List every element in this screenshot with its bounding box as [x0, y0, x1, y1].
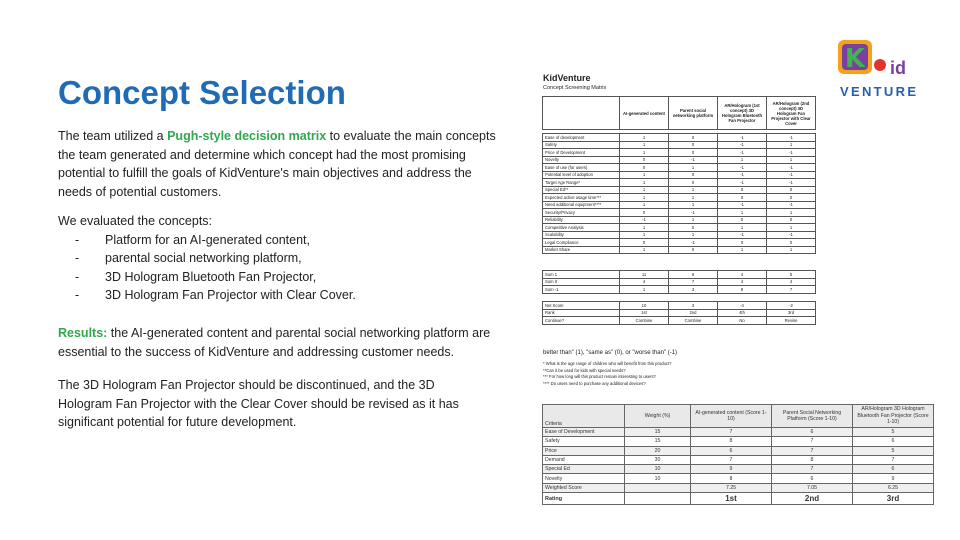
matrix-cell: -1 [767, 171, 816, 179]
kidventure-logo [836, 38, 920, 100]
matrix-row-label: Sum 1 [543, 271, 620, 279]
matrix-results-table [542, 301, 816, 325]
weighted-cell: 8 [772, 455, 853, 464]
matrix-cell: 2nd [669, 309, 718, 317]
matrix-cell: 1 [620, 171, 669, 179]
matrix-cell: 0 [718, 186, 767, 194]
weighted-row [543, 474, 934, 483]
matrix-cell: 1 [620, 149, 669, 157]
weighted-cell: 5 [853, 446, 934, 455]
matrix-row [543, 224, 816, 232]
matrix-cell: 1 [767, 156, 816, 164]
conclusion-paragraph: The 3D Hologram Fan Projector should be discontinued, and the 3D Hologram Fan Projector with the Clear Cover should be revised as it has significant potential for future development. [58, 378, 459, 429]
weighted-col-header: Parent Social Networking Platform (Score 1-10) [772, 405, 853, 428]
matrix-row-label: Sum 0 [543, 278, 620, 286]
matrix-row [543, 317, 816, 325]
weighted-col-header: AI-generated content (Score 1-10) [691, 405, 772, 428]
matrix-cell: 0 [669, 134, 718, 142]
matrix-row [543, 231, 816, 239]
matrix-row-label: Potential level of adoption [543, 171, 620, 179]
matrix-cell: 6 [669, 271, 718, 279]
matrix-row [543, 134, 816, 142]
results-paragraph [58, 324, 513, 361]
matrix-cell: -1 [718, 179, 767, 187]
matrix-row [543, 156, 816, 164]
matrix-row-label: Expected active usage time*** [543, 194, 620, 202]
weighted-criterion: Safety [543, 437, 625, 446]
rating-value: 3rd [853, 493, 934, 505]
matrix-cell: 3 [669, 286, 718, 294]
concepts-block [58, 212, 508, 305]
matrix-cell: Combine [669, 317, 718, 325]
matrix-cell: 0 [767, 194, 816, 202]
weighted-score-value: 7.05 [772, 483, 853, 492]
concept-list [58, 231, 508, 305]
matrix-cell: 4 [718, 271, 767, 279]
matrix-row [543, 271, 816, 279]
matrix-cell: 0 [718, 216, 767, 224]
weighted-cell: 6 [772, 428, 853, 437]
matrix-note: *** For how long will this product remain interesting to users? [543, 374, 656, 380]
weighted-header-row [543, 405, 934, 428]
matrix-row [543, 278, 816, 286]
matrix-row-label: Reliability [543, 216, 620, 224]
logo-id-text: id [890, 58, 906, 78]
concepts-heading: We evaluated the concepts: [58, 214, 213, 228]
matrix-row [543, 209, 816, 217]
matrix-cell: -1 [718, 171, 767, 179]
matrix-cell: 0 [718, 239, 767, 247]
matrix-row-label: Rank [543, 309, 620, 317]
matrix-row-label: Continue? [543, 317, 620, 325]
matrix-notes [543, 361, 671, 387]
matrix-note: **** Do users need to purchase any additional devices? [543, 380, 646, 386]
rating-value: 1st [691, 493, 772, 505]
logo-dot [874, 59, 886, 71]
matrix-col-header: AI-generated content [620, 97, 669, 130]
matrix-note: **Can it be used for kids with special needs? [543, 367, 626, 373]
concept-item: - parental social networking platform, [58, 249, 508, 268]
matrix-cell: No [718, 317, 767, 325]
matrix-cell: 0 [669, 179, 718, 187]
matrix-row-label: Competitive Analysis [543, 224, 620, 232]
weighted-cell: 15 [625, 437, 691, 446]
weighted-score-table [542, 404, 934, 505]
weighted-criterion: Demand [543, 455, 625, 464]
matrix-cell: 1 [620, 224, 669, 232]
matrix-row [543, 171, 816, 179]
matrix-cell: 1 [620, 246, 669, 254]
matrix-cell: -4 [718, 302, 767, 310]
matrix-col-header: AR/Hologram (2nd concept) 3D Hologram Fan Projector with Clear Cover [767, 97, 816, 130]
matrix-legend: better than" (1), "same as" (0), or "worse than" (-1) [543, 350, 678, 356]
matrix-cell: 0 [669, 171, 718, 179]
matrix-cell: 1 [767, 209, 816, 217]
matrix-cell: 0 [767, 239, 816, 247]
matrix-row [543, 194, 816, 202]
matrix-cell: 1 [669, 231, 718, 239]
matrix-cell: 0 [767, 216, 816, 224]
intro-paragraph [58, 127, 508, 201]
matrix-cell: 0 [620, 239, 669, 247]
weighted-cell: 7 [772, 465, 853, 474]
matrix-cell: 1 [718, 156, 767, 164]
matrix-row [543, 186, 816, 194]
weighted-col-header: Criteria [543, 405, 625, 428]
matrix-cell: 0 [669, 246, 718, 254]
rating-row [543, 493, 934, 505]
matrix-cell: -1 [669, 156, 718, 164]
weighted-criterion: Special Ed [543, 465, 625, 474]
matrix-cell: 0 [669, 149, 718, 157]
matrix-cell: 1 [767, 224, 816, 232]
weighted-col-header: Weight (%) [625, 405, 691, 428]
logo-k-letter: K [844, 44, 866, 74]
matrix-note: * What is the age range of children who will benefit from this product? [543, 361, 672, 366]
weighted-score-value: 6.25 [853, 483, 934, 492]
matrix-subtitle: Concept Screening Matrix [543, 85, 607, 91]
matrix-row [543, 302, 816, 310]
matrix-row-label: Novelty [543, 156, 620, 164]
weighted-score-row [543, 483, 934, 492]
matrix-cell: 3rd [767, 309, 816, 317]
results-text: the AI-generated content and parental social networking platform are essential to the success of KidVenture and addressing customer needs. [58, 326, 491, 359]
weighted-cell: 30 [625, 455, 691, 464]
matrix-row-label: Target Age Range* [543, 179, 620, 187]
weighted-criterion: Price [543, 446, 625, 455]
matrix-cell: 1 [669, 201, 718, 209]
matrix-row [543, 239, 816, 247]
weighted-cell: 6 [853, 437, 934, 446]
results-label: Results: [58, 326, 108, 340]
matrix-row-label: Security/Privacy [543, 209, 620, 217]
matrix-cell: 1 [718, 246, 767, 254]
matrix-cell: 0 [620, 164, 669, 172]
matrix-cell: 0 [669, 224, 718, 232]
weighted-cell: 8 [691, 474, 772, 483]
weighted-cell: 5 [853, 428, 934, 437]
rating-label: Rating [543, 493, 625, 505]
matrix-cell: -2 [767, 302, 816, 310]
weighted-criterion: Novelty [543, 474, 625, 483]
matrix-cell: -1 [718, 231, 767, 239]
matrix-cell: 7 [669, 278, 718, 286]
weighted-row [543, 437, 934, 446]
matrix-cell: 0 [767, 186, 816, 194]
weighted-row [543, 465, 934, 474]
weighted-row [543, 455, 934, 464]
logo-venture-text: VENTURE [840, 84, 916, 99]
matrix-cell: -1 [718, 164, 767, 172]
matrix-row-label: Ease of use (for users) [543, 164, 620, 172]
matrix-row-label: Sum -1 [543, 286, 620, 294]
matrix-cell: -1 [767, 179, 816, 187]
matrix-sums-table [542, 270, 816, 294]
weighted-cell: 10 [625, 474, 691, 483]
matrix-cell: -1 [767, 201, 816, 209]
matrix-cell: 4th [718, 309, 767, 317]
matrix-cell: 1 [620, 134, 669, 142]
matrix-cell: 1 [669, 164, 718, 172]
matrix-cell: 4 [767, 278, 816, 286]
matrix-criteria-table [542, 133, 816, 254]
matrix-row [543, 141, 816, 149]
matrix-row-label: Safety [543, 141, 620, 149]
concept-item: - Platform for an AI-generated content, [58, 231, 508, 250]
weighted-row [543, 446, 934, 455]
weighted-score-value: 7.25 [691, 483, 772, 492]
weighted-cell: 7 [772, 446, 853, 455]
weighted-cell: 7 [691, 428, 772, 437]
matrix-row-label: Need additional equipment**** [543, 201, 620, 209]
matrix-col-header: Parent social networking platform [669, 97, 718, 130]
matrix-cell: Revise [767, 317, 816, 325]
matrix-row [543, 216, 816, 224]
matrix-cell: -1 [767, 149, 816, 157]
matrix-row-label: Special Ed** [543, 186, 620, 194]
intro-text-start: The team utilized a [58, 129, 168, 143]
matrix-cell: -1 [669, 239, 718, 247]
matrix-cell: 1 [669, 186, 718, 194]
matrix-cell: -1 [767, 231, 816, 239]
matrix-cell: 1 [620, 201, 669, 209]
weighted-cell: 7 [772, 437, 853, 446]
matrix-cell: 1 [620, 231, 669, 239]
matrix-row [543, 164, 816, 172]
matrix-row-label: Legal Compliance [543, 239, 620, 247]
matrix-row [543, 309, 816, 317]
rating-value [625, 493, 691, 505]
weighted-score-label: Weighted Score [543, 483, 625, 492]
matrix-cell: 1st [620, 309, 669, 317]
weighted-cell: 10 [625, 465, 691, 474]
weighted-cell: 7 [853, 455, 934, 464]
matrix-cell: 0 [620, 209, 669, 217]
matrix-cell: 10 [620, 302, 669, 310]
matrix-cell: 7 [767, 286, 816, 294]
matrix-row-label: Market Share [543, 246, 620, 254]
matrix-cell: 1 [620, 286, 669, 294]
matrix-cell: 1 [718, 209, 767, 217]
matrix-cell: 1 [669, 194, 718, 202]
matrix-cell: 1 [718, 224, 767, 232]
matrix-cell: -1 [718, 201, 767, 209]
weighted-cell: 6 [853, 465, 934, 474]
matrix-cell: 0 [718, 194, 767, 202]
matrix-cell: Combine [620, 317, 669, 325]
matrix-row-label: Net Score [543, 302, 620, 310]
matrix-header [542, 96, 816, 130]
concept-item: - 3D Hologram Fan Projector with Clear Cover. [58, 286, 508, 305]
matrix-cell: 1 [767, 246, 816, 254]
weighted-criterion: Ease of Development [543, 428, 625, 437]
intro-text-end: to evaluate the main concepts the team generated and determine which concept had the most promising potential to fulfill the goals of KidVenture's main objectives and address the needs of potential customers. [58, 129, 496, 199]
matrix-col-header: AR/Hologram (1st concept) 3D Hologram Bluetooth Fan Projector [718, 97, 767, 130]
matrix-row [543, 286, 816, 294]
matrix-cell: -1 [767, 134, 816, 142]
matrix-cell: 1 [620, 194, 669, 202]
weighted-cell: 9 [691, 465, 772, 474]
matrix-cell: -1 [718, 134, 767, 142]
matrix-cell: -1 [767, 164, 816, 172]
matrix-row-label: Ease of development [543, 134, 620, 142]
weighted-cell: 7 [691, 455, 772, 464]
slide-title: Concept Selection [58, 74, 346, 111]
matrix-cell: 1 [620, 186, 669, 194]
matrix-cell: 1 [669, 216, 718, 224]
weighted-cell: 9 [853, 474, 934, 483]
matrix-cell: 0 [669, 141, 718, 149]
matrix-title: KidVenture [543, 73, 591, 83]
weighted-cell: 6 [772, 474, 853, 483]
matrix-cell: 0 [620, 156, 669, 164]
matrix-row [543, 179, 816, 187]
matrix-cell: 1 [767, 141, 816, 149]
matrix-cell: 4 [620, 278, 669, 286]
matrix-cell: -1 [669, 209, 718, 217]
matrix-cell: 4 [718, 278, 767, 286]
matrix-corner [543, 97, 620, 130]
matrix-row [543, 201, 816, 209]
matrix-row-label: Price of Development [543, 149, 620, 157]
matrix-row [543, 149, 816, 157]
weighted-score-value [625, 483, 691, 492]
matrix-cell: -1 [620, 216, 669, 224]
matrix-cell: 5 [767, 271, 816, 279]
matrix-cell: 8 [718, 286, 767, 294]
matrix-cell: -1 [718, 149, 767, 157]
matrix-cell: -1 [718, 141, 767, 149]
matrix-cell: 1 [620, 141, 669, 149]
matrix-cell: 3 [669, 302, 718, 310]
weighted-col-header: AR/Hologram 3D Hologram Bluetooth Fan Projector (Score 1-10) [853, 405, 934, 428]
weighted-cell: 8 [691, 437, 772, 446]
matrix-cell: 1 [620, 179, 669, 187]
concept-item: - 3D Hologram Bluetooth Fan Projector, [58, 268, 508, 287]
rating-value: 2nd [772, 493, 853, 505]
weighted-cell: 15 [625, 428, 691, 437]
weighted-row [543, 428, 934, 437]
pugh-matrix-highlight: Pugh-style decision matrix [167, 129, 327, 143]
matrix-row-label: Scalability [543, 231, 620, 239]
weighted-cell: 20 [625, 446, 691, 455]
weighted-cell: 6 [691, 446, 772, 455]
matrix-row [543, 246, 816, 254]
matrix-cell: 11 [620, 271, 669, 279]
